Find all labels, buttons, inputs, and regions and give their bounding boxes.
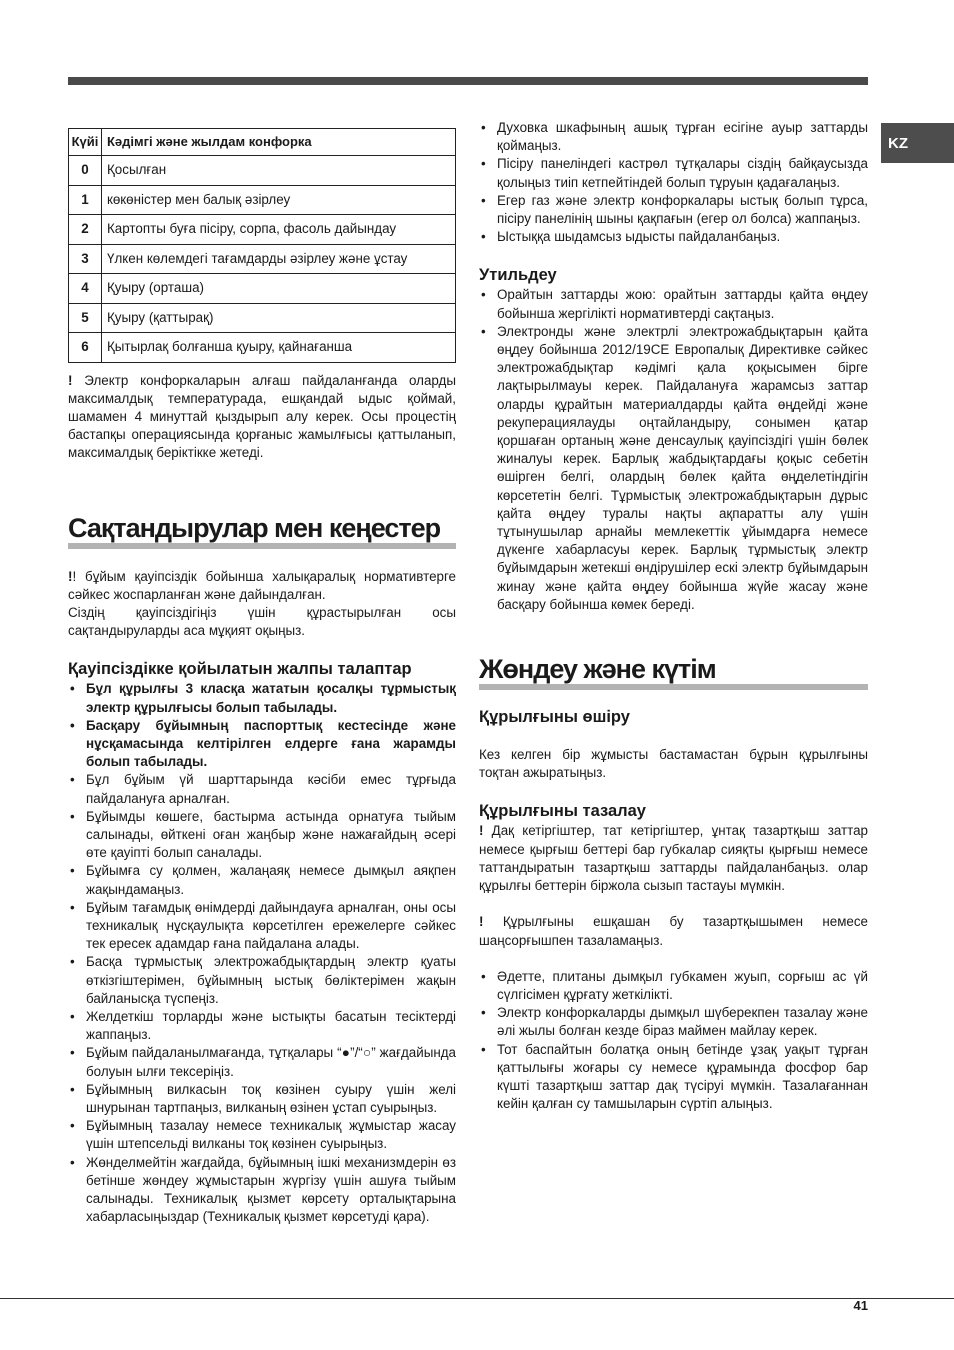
- first-use-warning-text: Электр конфоркаларын алғаш пайдаланғанда оларды максималдық температурада, ешқандай ыдыс қоймай, шамамен 4 минуттай қыздырып алу керек. Осы процестің бастапқы операциясында қорғаныс жамылғысы қаттыланып, максималдық беріктікке жетеді.: [68, 372, 456, 461]
- table-row: [69, 333, 456, 363]
- table-row: [69, 185, 456, 215]
- table-row: [69, 215, 456, 245]
- table-cell-text: көкөністер мен балық әзірлеу: [102, 185, 456, 215]
- top-rule: [68, 77, 868, 85]
- list-item: • Бұл бұйым үй шарттарында кәсіби емес тұрғыда пайдалануға арналған.: [68, 771, 456, 807]
- table-cell-text: Қосылған: [102, 156, 456, 186]
- safety-list: [68, 680, 456, 1226]
- disposal-list: [479, 286, 868, 614]
- table-cell-mode: 5: [69, 303, 102, 333]
- list-item: • Бұйым пайдаланылмағанда, тұтқалары “●”/“○” жағдайында болуын ылғи тексеріңіз.: [68, 1044, 456, 1080]
- safety-list-continued: [479, 119, 868, 246]
- general-requirements-heading: Қауіпсіздікке қойылатын жалпы талаптар: [68, 660, 412, 679]
- table-row: [69, 274, 456, 304]
- page-number: 41: [853, 1298, 868, 1313]
- list-item: • Бұйымды көшеге, бастырма астында орнатуға тыйым салынады, өйткені оған жаңбыр және нажағайдың әсері өте қауіпті болып саналады.: [68, 808, 456, 863]
- table-cell-mode: 1: [69, 185, 102, 215]
- warning-icon: !: [479, 914, 503, 930]
- language-tab: KZ: [881, 123, 954, 163]
- disposal-heading: Утильдеу: [479, 266, 557, 285]
- safety-intro-2: Сіздің қауіпсіздігіңіз үшін құрастырылған осы сақтандыруларды аса мұқият оқыңыз.: [68, 604, 456, 639]
- cooking-modes-table: [68, 128, 456, 363]
- maintenance-heading: Жөндеу және күтім: [479, 654, 868, 690]
- switch-off-text: Кез келген бір жұмысты бастамастан бұрын құрылғыны тоқтан ажыратыңыз.: [479, 747, 868, 781]
- safety-heading: Сақтандырулар мен кеңестер: [68, 513, 456, 549]
- left-column: [68, 120, 456, 1226]
- list-item: • Ыстыққа шыдамсыз ыдысты пайдаланбаңыз.: [479, 228, 868, 246]
- list-item: • Электр конфоркаларды дымқыл шүберекпен тазалау және әлі жылы болған кезде біраз маймен майлау керек.: [479, 1004, 868, 1040]
- table-cell-mode: 6: [69, 333, 102, 363]
- list-item: • Егер газ және электр конфоркалары ыстық болып тұрса, пісіру панелінің шыны қақпағын (егер ол болса) жаппаңыз.: [479, 192, 868, 228]
- table-cell-mode: 0: [69, 156, 102, 186]
- cleaning-warning-2: [479, 913, 868, 949]
- list-item: • Бұйымның тазалау немесе техникалық жұмыстар жасау үшін штепсельді вилканы тоқ көзінен суырыңыз.: [68, 1117, 456, 1153]
- list-item: • Әдетте, плитаны дымқыл губкамен жуып, сорғыш ас үй сүлгісімен құрғату жеткілікті.: [479, 968, 868, 1004]
- table-row: [69, 303, 456, 333]
- list-item: • Бұйым тағамдық өнімдерді дайындауға арналған, оны осы техникалық нұсқаулықта көрсетілген ережелерге сәйкес тек ересек адамдар ғана пайдалана алады.: [68, 899, 456, 954]
- table-cell-text: Картопты буға пісіру, сорпа, фасоль дайындау: [102, 215, 456, 245]
- list-item: • Басқа тұрмыстық электрожабдықтардың электр қуаты өткізгіштерімен, бұйымның ыстық бөліктерімен жақын байланысқа түспеңіз.: [68, 953, 456, 1008]
- table-cell-text: Қуыру (орташа): [102, 274, 456, 304]
- table-cell-mode: 3: [69, 244, 102, 274]
- table-row: [69, 156, 456, 186]
- warning-icon: !: [68, 372, 85, 388]
- table-cell-mode: 4: [69, 274, 102, 304]
- table-cell-text: Қуыру (қаттырақ): [102, 303, 456, 333]
- cleaning-heading: Құрылғыны тазалау: [479, 802, 646, 821]
- table-cell-text: Қытырлақ болғанша қуыру, қайнағанша: [102, 333, 456, 363]
- cleaning-warning-1: [479, 822, 868, 895]
- switch-off-heading: Құрылғыны өшіру: [479, 708, 630, 727]
- table-cell-mode: 2: [69, 215, 102, 245]
- right-column: [479, 119, 868, 1113]
- list-item: • Электронды және электрлі электрожабдықтарын қайта өңдеу бойынша 2012/19CE Европалық Директивке сәйкес электрожабдықтар кәдімгі қала қоқысымен бірге лақтырылмауы керек. Пайдалануға жарамсыз заттар оларды құрайтын материалдарды қайта өңдейді және рекуперациялауды оңтайландыру, сонымен қатар қоршаған ортаның және денсаулық қауіпсіздігі үшін бөлек жиналуы керек. Барлық жабдықтардағы қоқыс себетін өшірген белгі, олардың бөлек қайта өңделетіндігін көрсететін белгі. Тұрмыстық электрожабдықтарын дұрыс қайта өңдеу туралы нақты ақпаратты алу үшін тұтынушылар арнайы мемлекеттік ұйымдарға немесе дүкенге хабарласуы керек. Барлық тұрмыстық электр бұйымдарын жетекші өндірушілер ескі электр бұйымдарын жинау және қайта өңдеу бойынша жүйе жасау және басқару бойынша көмек береді.: [479, 323, 868, 614]
- cleaning-list: [479, 968, 868, 1114]
- table-cell-text: Үлкен көлемдегі тағамдарды әзірлеу және ұстау: [102, 244, 456, 274]
- list-item: • Духовка шкафының ашық тұрған есігіне ауыр заттарды қоймаңыз.: [479, 119, 868, 155]
- warning-icon: !: [68, 568, 73, 584]
- table-header-row: [69, 129, 456, 156]
- list-item: • Тот баспайтын болатқа оның бетінде ұзақ уақыт тұрған қаттылығы жоғары су немесе құрамында фосфор бар күшті тазартқыш заттар дақ түсіруі мүмкін. Тазалағаннан кейін қалған су тамшыларын сүртіп алыңыз.: [479, 1041, 868, 1114]
- list-item: • Пісіру панеліндегі кастрөл тұтқалары сіздің байқаусызда қолыңыз тиіп кетпейтіндей болып тұруын қадағалаңыз.: [479, 155, 868, 191]
- safety-intro-1: [68, 568, 456, 604]
- cleaning-warning-2-text: Құрылғыны ешқашан бу тазартқышымен немесе шаңсорғышпен тазаламаңыз.: [479, 914, 868, 948]
- warning-icon: !: [479, 823, 492, 839]
- list-item: • Орайтын заттарды жою: орайтын заттарды қайта өңдеу бойынша жергілікті нормативтерді сақтаңыз.: [479, 286, 868, 322]
- table-header-mode: Күйі: [69, 129, 102, 156]
- first-use-warning: [68, 372, 456, 463]
- table-row: [69, 244, 456, 274]
- safety-intro-1-text: ! бұйым қауіпсіздік бойынша халықаралық нормативтерге сәйкес жоспарланған және дайындалған.: [68, 568, 456, 602]
- list-item: • Желдеткіш торларды және ыстықты басатын тесіктерді жаппаңыз.: [68, 1008, 456, 1044]
- list-item: • Басқару бұйымның паспорттық кестесінде және нұсқамасында келтірілген елдерге ғана жарамды болып табылады.: [68, 717, 456, 772]
- cleaning-warning-1-text: Дақ кетіргіштер, тат кетіргіштер, ұнтақ тазартқыш заттар немесе қырғыш беттері бар губкалар сияқты қырғыш немесе таттандыратын тазартқыш заттарды пайдаланбаңыз. олар құрылғы беттерін біржола сызып тастауы мүмкін.: [479, 823, 868, 894]
- list-item: • Бұйымның вилкасын тоқ көзінен суыру үшін желі шнурынан тартпаңыз, вилканың өзінен ұстап суырыңыз.: [68, 1081, 456, 1117]
- list-item: • Бұйымға су қолмен, жалаңаяқ немесе дымқыл аяқпен жақындамаңыз.: [68, 862, 456, 898]
- table-header-description: Кәдімгі және жылдам конфорка: [102, 129, 456, 156]
- list-item: • Жөнделмейтін жағдайда, бұйымның ішкі механизмдерін өз бетінше жөндеу жұмыстарын жүргізу үшін ашуға тыйым салынады. Техникалық қызмет көрсету орталықтарына хабарласыңыздар (Техникалық қызмет көрсетуді қара).: [68, 1154, 456, 1227]
- list-item: • Бұл құрылғы 3 класқа жататын қосалқы тұрмыстық электр құрылғысы болып табылады.: [68, 680, 456, 716]
